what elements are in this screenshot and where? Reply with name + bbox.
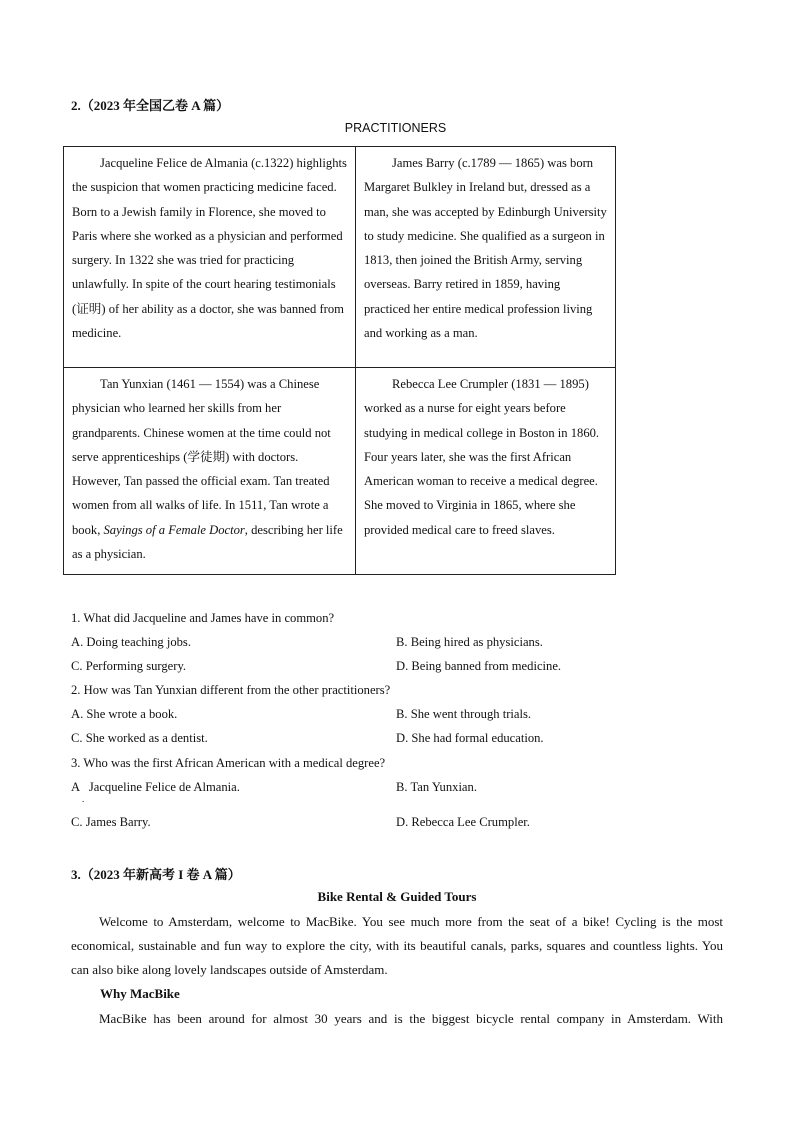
question-1-option-d: D. Being banned from medicine. [396,659,562,673]
table-row [64,147,616,368]
practitioners-table [63,146,616,575]
paragraph-text: MacBike has been around for almost 30 years and is the biggest bicycle rental company in Amsterdam. With [99,1011,723,1026]
section-2-heading: 2.（2023 年全国乙卷 A 篇） [71,98,230,113]
question-1-option-a: A. Doing teaching jobs. [71,635,191,649]
paragraph-text: Welcome to Amsterdam, welcome to MacBike. You see much more from the seat of a bike! Cycling is the most economical, sustainable and fun way to explore the city, with its beautiful canals, parks, squares and countless lights. You can also bike along lovely landscapes outside of Amsterdam. [71,914,723,977]
question-2-option-b: B. She went through trials. [396,707,532,721]
question-1-stem: 1. What did Jacqueline and James have in common? [71,611,335,625]
question-3-option-a: A Jacqueline Felice de Almania. [71,780,240,794]
cell-text-part: Tan Yunxian (1461 — 1554) was a Chinese physician who learned her skills from her grandparents. Chinese women at the time could not serve apprenticeships (学徒期) with doctors. However, Tan passed the official exam. Tan treated women from all walks of life. In 1511, Tan wrote a book, [72,377,331,537]
cell-text: James Barry (c.1789 — 1865) was born Margaret Bulkley in Ireland but, dressed as a man, she was accepted by Edinburgh University to study medicine. She qualified as a surgeon in 1813, then joined the British Army, serving overseas. Barry retired in 1859, having practiced her entire medical profession living and working as a man. [364,156,607,341]
table-cell-almania [64,147,356,368]
stray-dot-mark: . [82,794,85,804]
table-cell-tan [64,368,356,575]
question-3-option-c: C. James Barry. [71,815,151,829]
passage-title: PRACTITIONERS [344,121,447,135]
cell-text [72,372,347,566]
question-3-option-d: D. Rebecca Lee Crumpler. [396,815,530,829]
question-2-stem: 2. How was Tan Yunxian different from the other practitioners? [71,683,391,697]
section-3-heading: 3.（2023 年新高考 I 卷 A 篇） [71,867,241,882]
cell-text: Rebecca Lee Crumpler (1831 — 1895) worked as a nurse for eight years before studying in medical college in Boston in 1860. Four years later, she was the first African American woman to receive a medical degree. She moved to Virginia in 1865, where she provided medical care to freed slaves. [364,377,600,537]
question-2-option-a: A. She wrote a book. [71,707,178,721]
table-row [64,368,616,575]
subheading-why-macbike: Why MacBike [100,986,180,1001]
table-cell-crumpler [356,368,616,575]
question-3-stem: 3. Who was the first African American with a medical degree? [71,756,386,770]
question-3-option-b: B. Tan Yunxian. [396,780,477,794]
question-1-option-c: C. Performing surgery. [71,659,187,673]
cell-text-part: , describing her life as a physician. [72,522,343,562]
question-2-option-d: D. She had formal education. [396,731,544,745]
question-1-option-b: B. Being hired as physicians. [396,635,543,649]
paragraph-2 [71,1007,723,1031]
table-cell-barry [356,147,616,368]
passage-title: Bike Rental & Guided Tours [317,889,477,904]
book-title: Sayings of a Female Doctor [103,522,245,537]
intro-paragraph [71,910,723,982]
cell-text: Jacqueline Felice de Almania (c.1322) highlights the suspicion that women practicing medicine faced. Born to a Jewish family in Florence, she moved to Paris where she worked as a physician and performed surgery. In 1322 she was tried for practicing unlawfully. In spite of the court hearing testimonials (证明) of her ability as a doctor, she was banned from medicine. [72,156,347,341]
question-2-option-c: C. She worked as a dentist. [71,731,208,745]
